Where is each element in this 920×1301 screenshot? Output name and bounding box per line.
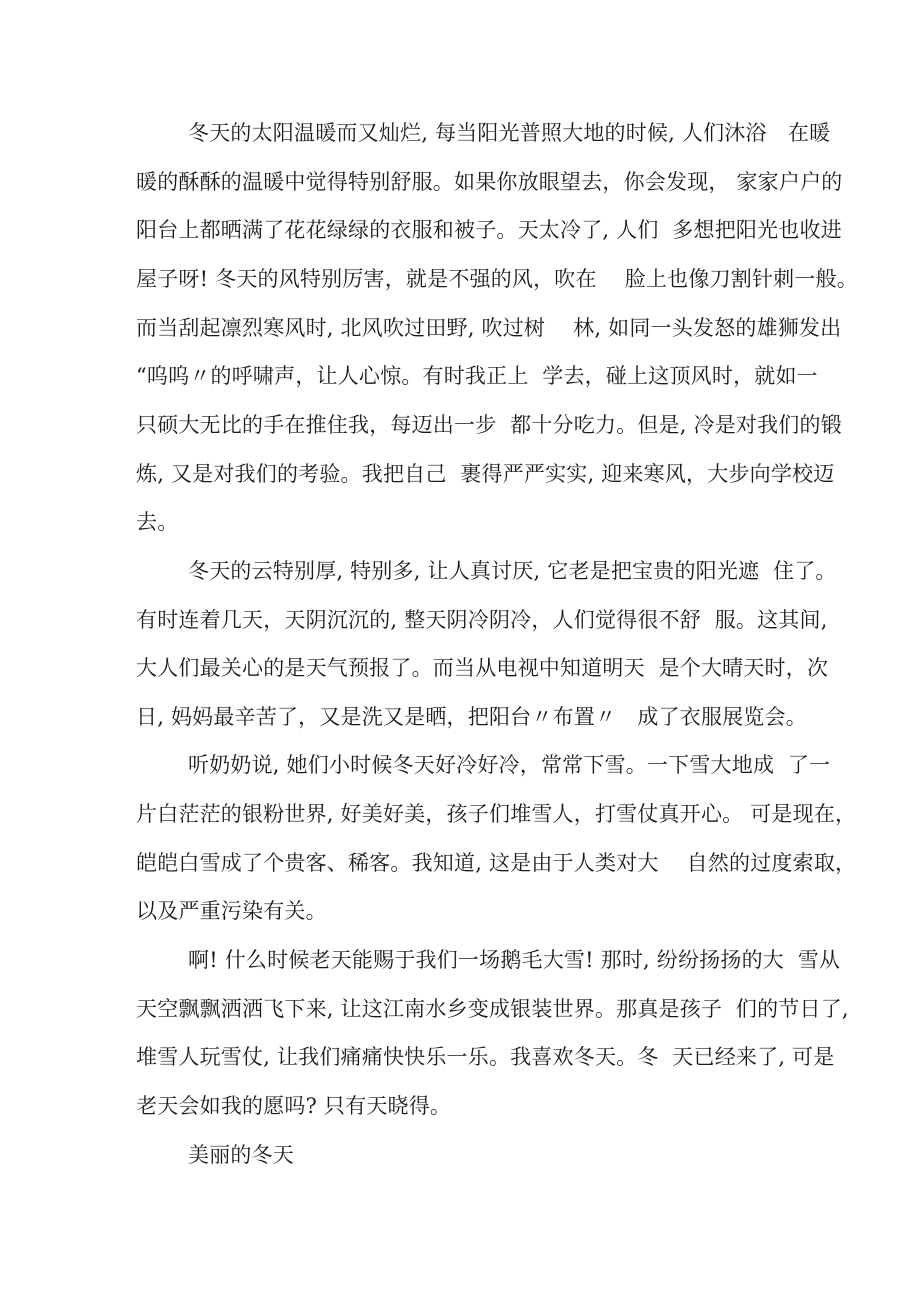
paragraph-line: 有时连着几天，天阴沉沉的, 整天阴冷阴冷，人们觉得很不舒 服。这其间,: [136, 608, 828, 632]
paragraph-line: 听奶奶说, 她们小时候冬天好冷好冷，常常下雪。一下雪大地成 了一: [188, 753, 831, 777]
paragraph-line: 只硕大无比的手在推住我，每迈出一步 都十分吃力。但是, 冷是对我们的锻: [136, 413, 842, 437]
paragraph-line: 而当刮起凛烈寒风时, 北风吹过田野, 吹过树 林, 如同一头发怒的雄狮发出: [136, 316, 842, 340]
paragraph-line: 天空飘飘洒洒飞下来, 让这江南水乡变成银装世界。那真是孩子 们的节日了,: [136, 997, 849, 1021]
paragraph-line: 以及严重污染有关。: [136, 899, 327, 923]
paragraph-line: 堆雪人玩雪仗, 让我们痛痛快快乐一乐。我喜欢冬天。冬 天已经来了, 可是: [136, 1045, 835, 1069]
paragraph-line: 去。: [136, 510, 179, 534]
paragraph-line: 阳台上都晒满了花花绿绿的衣服和被子。天太冷了, 人们 多想把阳光也收进: [136, 218, 842, 242]
paragraph-line: 冬天的太阳温暖而又灿烂, 每当阳光普照大地的时候, 人们沐浴 在暖: [188, 121, 831, 145]
paragraph-line: “呜呜〃的呼啸声，让人心惊。有时我正上 学去，碰上这顶风时，就如一: [136, 364, 818, 388]
paragraph-line: 大人们最关心的是天气预报了。而当从电视中知道明天 是个大晴天时，次: [136, 656, 829, 680]
paragraph-line: 片白茫茫的银粉世界, 好美好美，孩子们堆雪人，打雪仗真开心。 可是现在，: [136, 802, 857, 826]
paragraph-line: 日, 妈妈最辛苦了，又是洗又是晒，把阳台〃布置〃 成了衣服展览会。: [136, 705, 807, 729]
paragraph-line: 老天会如我的愿吗? 只有天晓得。: [136, 1094, 452, 1118]
section-heading: 美丽的冬天: [188, 1143, 294, 1167]
paragraph-line: 皑皑白雪成了个贵客、稀客。我知道, 这是由于人类对大 自然的过度索取，: [136, 851, 857, 875]
paragraph-line: 啊! 什么时候老天能赐于我们一场鹅毛大雪! 那时, 纷纷扬扬的大 雪从: [188, 948, 841, 972]
paragraph-line: 暖的酥酥的温暖中觉得特别舒服。如果你放眼望去，你会发现， 家家户户的: [136, 170, 843, 194]
paragraph-line: 屋子呀! 冬天的风特别厉害，就是不强的风，吹在 脸上也像刀割针刺一般。: [136, 267, 858, 291]
paragraph-line: 炼, 又是对我们的考验。我把自己 裹得严严实实, 迎来寒风，大步向学校迈: [136, 462, 835, 486]
paragraph-line: 冬天的云特别厚, 特别多, 让人真讨厌, 它老是把宝贵的阳光遮 住了。: [188, 559, 837, 583]
